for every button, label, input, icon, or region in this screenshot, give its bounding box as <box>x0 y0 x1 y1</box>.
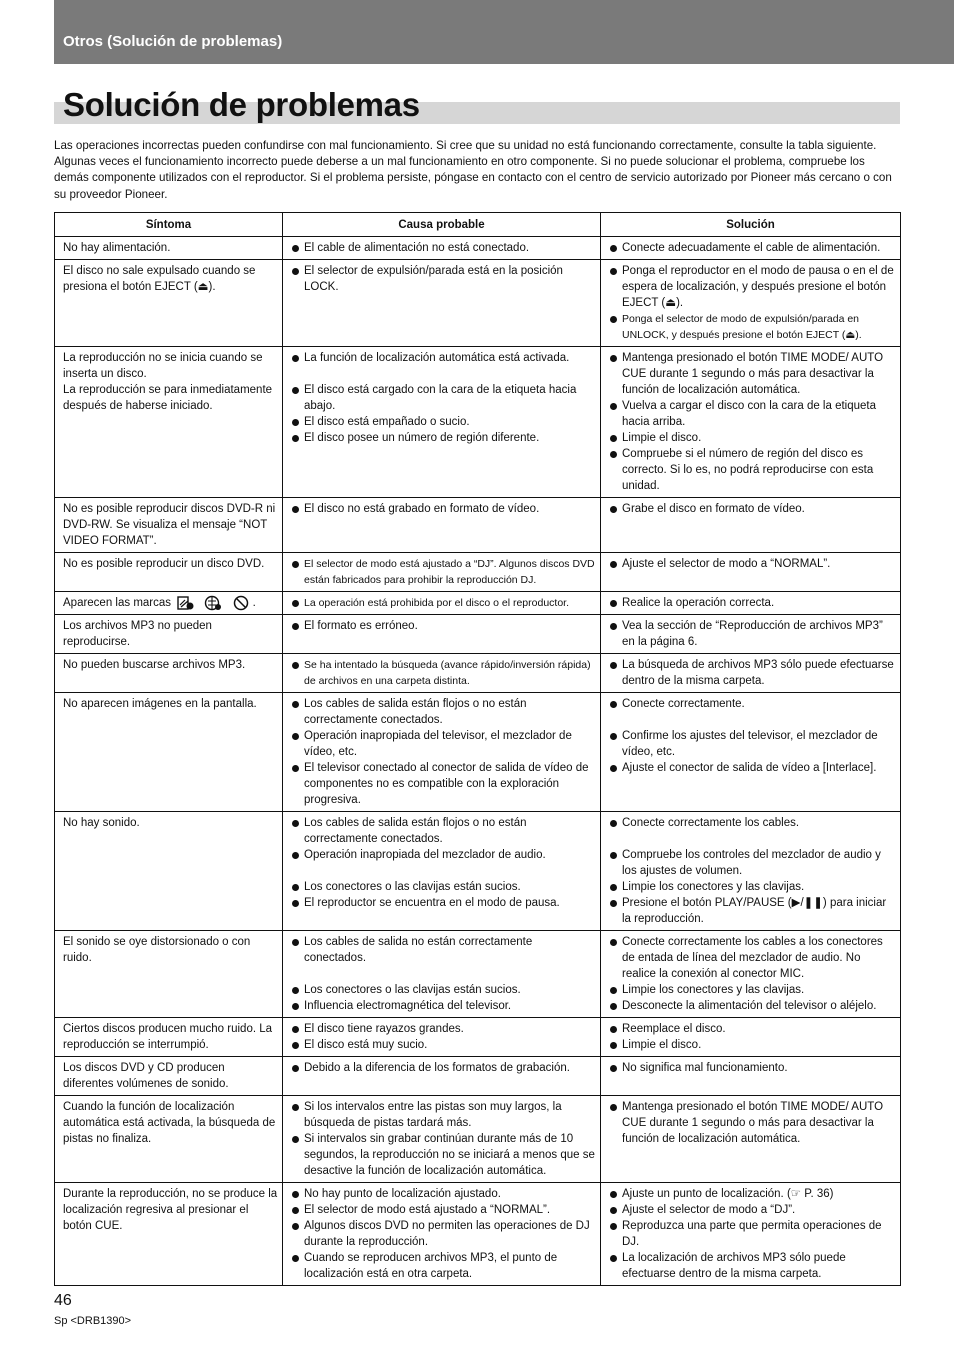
symptom-cell: Durante la reproducción, no se produce la localización regresiva al presionar el botón CUE. <box>55 1183 283 1286</box>
cause-item: El cable de alimentación no está conectado. <box>291 240 596 256</box>
cause-cell <box>283 553 601 592</box>
table-row <box>55 1057 901 1096</box>
title-wrap <box>54 86 900 126</box>
cause-item: Los cables de salida están flojos o no están correctamente conectados. <box>291 815 596 847</box>
table-row <box>55 615 901 654</box>
solution-item: Reproduzca una parte que permita operaciones de DJ. <box>609 1218 896 1250</box>
cause-cell <box>283 1057 601 1096</box>
solution-item: La localización de archivos MP3 sólo puede efectuarse dentro de la misma carpeta. <box>609 1250 896 1282</box>
cause-item: El selector de modo está ajustado a “DJ”. Algunos discos DVD están fabricados para prohibir la reproducción DJ. <box>291 556 596 588</box>
troubleshooting-table <box>54 212 901 1286</box>
cause-item: La operación está prohibida por el disco o el reproductor. <box>291 595 596 611</box>
cause-item: Debido a la diferencia de los formatos de grabación. <box>291 1060 596 1076</box>
solution-cell <box>601 1057 901 1096</box>
cause-item: El selector de modo está ajustado a “NORMAL”. <box>291 1202 596 1218</box>
solution-item: Conecte adecuadamente el cable de alimentación. <box>609 240 896 256</box>
solution-item: Ajuste un punto de localización. (☞ P. 36) <box>609 1186 896 1202</box>
cause-item: Si intervalos sin grabar continúan durante más de 10 segundos, la reproducción no se iniciará a menos que se desactive la función de localización automática. <box>291 1131 596 1179</box>
cause-item: El reproductor se encuentra en el modo de pausa. <box>291 895 596 911</box>
cause-item: Operación inapropiada del televisor, el mezclador de vídeo, etc. <box>291 728 596 760</box>
symptom-cell: El sonido se oye distorsionado o con ruido. <box>55 931 283 1018</box>
table-row <box>55 693 901 812</box>
section-title: Otros (Solución de problemas) <box>63 33 283 50</box>
column-header-sintoma: Síntoma <box>55 213 283 237</box>
solution-cell <box>601 1183 901 1286</box>
solution-item: Realice la operación correcta. <box>609 595 896 611</box>
cause-cell <box>283 615 601 654</box>
cause-cell <box>283 498 601 553</box>
solution-cell <box>601 347 901 498</box>
cause-cell <box>283 1018 601 1057</box>
cause-cell <box>283 592 601 615</box>
cause-cell <box>283 347 601 498</box>
symptom-cell: Los discos DVD y CD producen diferentes volúmenes de sonido. <box>55 1057 283 1096</box>
table-row <box>55 1096 901 1183</box>
cause-item: Algunos discos DVD no permiten las operaciones de DJ durante la reproducción. <box>291 1218 596 1250</box>
cause-item: No hay punto de localización ajustado. <box>291 1186 596 1202</box>
cause-item: El televisor conectado al conector de salida de vídeo de componentes no es compatible con la exploración progresiva. <box>291 760 596 808</box>
cause-item: El disco está cargado con la cara de la etiqueta hacia abajo. <box>291 382 596 414</box>
solution-item: Limpie el disco. <box>609 1037 896 1053</box>
solution-cell <box>601 237 901 260</box>
cause-item: El disco no está grabado en formato de vídeo. <box>291 501 596 517</box>
column-header-causa: Causa probable <box>283 213 601 237</box>
table-row <box>55 654 901 693</box>
solution-item: Limpie el disco. <box>609 430 896 446</box>
cause-cell <box>283 1183 601 1286</box>
solution-cell <box>601 553 901 592</box>
solution-item: Limpie los conectores y las clavijas. <box>609 879 896 895</box>
cause-item: Los conectores o las clavijas están sucios. <box>291 982 596 998</box>
solution-item: No significa mal funcionamiento. <box>609 1060 896 1076</box>
cause-cell <box>283 812 601 931</box>
table-row <box>55 1183 901 1286</box>
cause-item: Los cables de salida están flojos o no están correctamente conectados. <box>291 696 596 728</box>
cause-item: Operación inapropiada del mezclador de audio. <box>291 847 596 863</box>
solution-item: Ajuste el selector de modo a “DJ”. <box>609 1202 896 1218</box>
cause-item: Los cables de salida no están correctamente conectados. <box>291 934 596 966</box>
table-row <box>55 592 901 615</box>
solution-item: Conecte correctamente los cables a los conectores de entada de línea del mezclador de audio. No realice la conexión al conector MIC. <box>609 934 896 982</box>
cause-item: Se ha intentado la búsqueda (avance rápido/inversión rápida) de archivos en una carpeta distinta. <box>291 657 596 689</box>
solution-item: Desconecte la alimentación del televisor o aléjelo. <box>609 998 896 1014</box>
table-row <box>55 260 901 347</box>
solution-cell <box>601 498 901 553</box>
cause-item: El formato es erróneo. <box>291 618 596 634</box>
table-row <box>55 931 901 1018</box>
cause-item: Si los intervalos entre las pistas son muy largos, la búsqueda de pistas tardará más. <box>291 1099 596 1131</box>
symptom-cell: No es posible reproducir un disco DVD. <box>55 553 283 592</box>
solution-item: Mantenga presionado el botón TIME MODE/ AUTO CUE durante 1 segundo o más para desactivar la función de localización automática. <box>609 1099 896 1147</box>
symptom-cell: Ciertos discos producen mucho ruido. La reproducción se interrumpió. <box>55 1018 283 1057</box>
cause-cell <box>283 1096 601 1183</box>
cause-cell <box>283 654 601 693</box>
solution-cell <box>601 615 901 654</box>
symptom-text: Aparecen las marcas <box>63 597 172 610</box>
cause-cell <box>283 260 601 347</box>
symptom-cell: Cuando la función de localización automática está activada, la búsqueda de pistas no finaliza. <box>55 1096 283 1183</box>
page-title: Solución de problemas <box>63 86 420 123</box>
table-header-row <box>55 213 901 237</box>
solution-item: Compruebe si el número de región del disco es correcto. Si lo es, no podrá reproducirse con esta unidad. <box>609 446 896 494</box>
cause-cell <box>283 931 601 1018</box>
symptom-cell: No hay alimentación. <box>55 237 283 260</box>
solution-item: Ponga el selector de modo de expulsión/parada en UNLOCK, y después presione el botón EJECT (⏏). <box>609 311 896 343</box>
solution-item: Presione el botón PLAY/PAUSE (▶/❚❚) para iniciar la reproducción. <box>609 895 896 927</box>
cause-item: El selector de expulsión/parada está en la posición LOCK. <box>291 263 596 295</box>
symptom-cell: No es posible reproducir discos DVD-R ni DVD-RW. Se visualiza el mensaje “NOT VIDEO FORMAT”. <box>55 498 283 553</box>
table-row <box>55 553 901 592</box>
solution-item: La búsqueda de archivos MP3 sólo puede efectuarse dentro de la misma carpeta. <box>609 657 896 689</box>
table-row <box>55 347 901 498</box>
symptom-cell: No pueden buscarse archivos MP3. <box>55 654 283 693</box>
cause-cell <box>283 693 601 812</box>
symptom-cell: No hay sonido. <box>55 812 283 931</box>
symptom-cell: Los archivos MP3 no pueden reproducirse. <box>55 615 283 654</box>
table-row <box>55 1018 901 1057</box>
solution-item: Grabe el disco en formato de vídeo. <box>609 501 896 517</box>
region-prohibited-icon <box>204 595 222 611</box>
cause-item: Cuando se reproducen archivos MP3, el punto de localización está en otra carpeta. <box>291 1250 596 1282</box>
solution-item: Mantenga presionado el botón TIME MODE/ AUTO CUE durante 1 segundo o más para desactivar la función de localización automática. <box>609 350 896 398</box>
page-number: 46 <box>54 1292 72 1309</box>
symptom-cell: No aparecen imágenes en la pantalla. <box>55 693 283 812</box>
solution-item: Vuelva a cargar el disco con la cara de la etiqueta hacia arriba. <box>609 398 896 430</box>
cause-item: El disco está empañado o sucio. <box>291 414 596 430</box>
cause-item: El disco tiene rayazos grandes. <box>291 1021 596 1037</box>
solution-item: Conecte correctamente. <box>609 696 896 712</box>
solution-cell <box>601 654 901 693</box>
solution-item: Ajuste el selector de modo a “NORMAL”. <box>609 556 896 572</box>
prohibited-icon <box>232 595 250 611</box>
solution-cell <box>601 592 901 615</box>
cause-item: Los conectores o las clavijas están sucios. <box>291 879 596 895</box>
solution-item: Conecte correctamente los cables. <box>609 815 896 831</box>
disc-prohibited-icon <box>177 595 195 611</box>
solution-cell <box>601 1096 901 1183</box>
troubleshooting-table-wrap <box>54 212 900 1286</box>
symptom-cell: La reproducción no se inicia cuando se inserta un disco. La reproducción se para inmediatamente después de haberse iniciado. <box>55 347 283 498</box>
solution-item: Compruebe los controles del mezclador de audio y los ajustes de volumen. <box>609 847 896 879</box>
cause-item: El disco posee un número de región diferente. <box>291 430 596 446</box>
solution-item: Limpie los conectores y las clavijas. <box>609 982 896 998</box>
table-row <box>55 237 901 260</box>
column-header-solucion: Solución <box>601 213 901 237</box>
solution-item: Ponga el reproductor en el modo de pausa o en el de espera de localización, y después presione el botón EJECT (⏏). <box>609 263 896 311</box>
document-code: Sp <DRB1390> <box>54 1315 132 1327</box>
cause-cell <box>283 237 601 260</box>
solution-item: Reemplace el disco. <box>609 1021 896 1037</box>
solution-cell <box>601 1018 901 1057</box>
symptom-cell: El disco no sale expulsado cuando se presiona el botón EJECT (⏏). <box>55 260 283 347</box>
intro-paragraph: Las operaciones incorrectas pueden confundirse con mal funcionamiento. Si cree que su unidad no está funcionando correctamente, consulte la tabla siguiente. Algunas veces el funcionamiento incorrecto puede deberse a un mal funcionamiento en otro componente. Si no puede solucionar el problema, compruebe los demás componente utilizados con el reproductor. Si el problema persiste, póngase en contacto con el centro de servicio autorizado por Pioneer más cercano o con su proveedor Pioneer. <box>54 139 892 201</box>
table-row <box>55 812 901 931</box>
solution-cell <box>601 812 901 931</box>
cause-item: La función de localización automática está activada. <box>291 350 596 366</box>
solution-cell <box>601 693 901 812</box>
solution-item: Confirme los ajustes del televisor, el mezclador de vídeo, etc. <box>609 728 896 760</box>
symptom-cell: Aparecen las marcas . <box>55 592 283 615</box>
solution-item: Ajuste el conector de salida de vídeo a [Interlace]. <box>609 760 896 776</box>
cause-item: Influencia electromagnética del televisor. <box>291 998 596 1014</box>
solution-item: Vea la sección de “Reproducción de archivos MP3” en la página 6. <box>609 618 896 650</box>
solution-cell <box>601 931 901 1018</box>
table-row <box>55 498 901 553</box>
header-band <box>54 0 954 64</box>
cause-item: El disco está muy sucio. <box>291 1037 596 1053</box>
solution-cell <box>601 260 901 347</box>
